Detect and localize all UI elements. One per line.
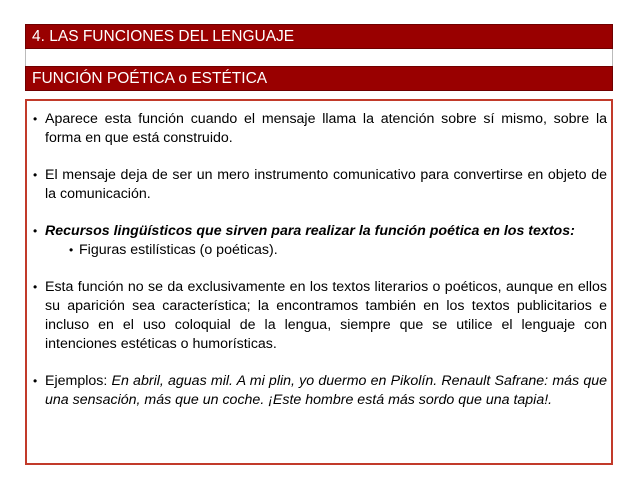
list-item [33,110,607,148]
list-item [33,166,607,204]
bullet-icon: • [33,374,38,388]
section-subtitle-text: FUNCIÓN POÉTICA o ESTÉTICA [32,70,268,87]
section-title [25,24,613,49]
list-item [33,372,607,410]
list-item [33,278,607,354]
sub-list-item [45,241,607,260]
title-separator [25,49,613,66]
bullet-icon: • [33,168,38,182]
list-item-text: El mensaje deja de ser un mero instrumento comunicativo para convertirse en objeto de la comunicación. [45,167,607,202]
bullet-icon: • [33,224,38,238]
list-item [33,222,607,260]
list-item-text: Aparece esta función cuando el mensaje llama la atención sobre sí mismo, sobre la forma en que está construido. [45,111,607,146]
list-item-text: Esta función no se da exclusivamente en los textos literarios o poéticos, aunque en ellos su aparición sea característica; la encontramos también en los textos publicitarios e incluso en el uso coloquial de la lengua, siempre que se utilice el lenguaje con intenciones estéticas o humorísticas. [45,279,607,352]
section-subtitle [25,66,613,91]
examples-text: En abril, aguas mil. A mi plin, yo duermo en Pikolín. Renault Safrane: más que una sensación, más que un coche. ¡Este hombre está más sordo que una tapia!. [45,373,607,408]
list-item-text: Recursos lingüísticos que sirven para realizar la función poética en los textos: [45,223,575,239]
content-box [25,99,613,465]
sub-list-item-text: Figuras estilísticas (o poéticas). [79,242,278,258]
bullet-icon: • [33,112,38,126]
examples-label: Ejemplos: [45,373,112,389]
bullet-icon: • [33,280,38,294]
bullet-icon: • [69,243,74,257]
section-title-text: 4. LAS FUNCIONES DEL LENGUAJE [32,28,295,45]
